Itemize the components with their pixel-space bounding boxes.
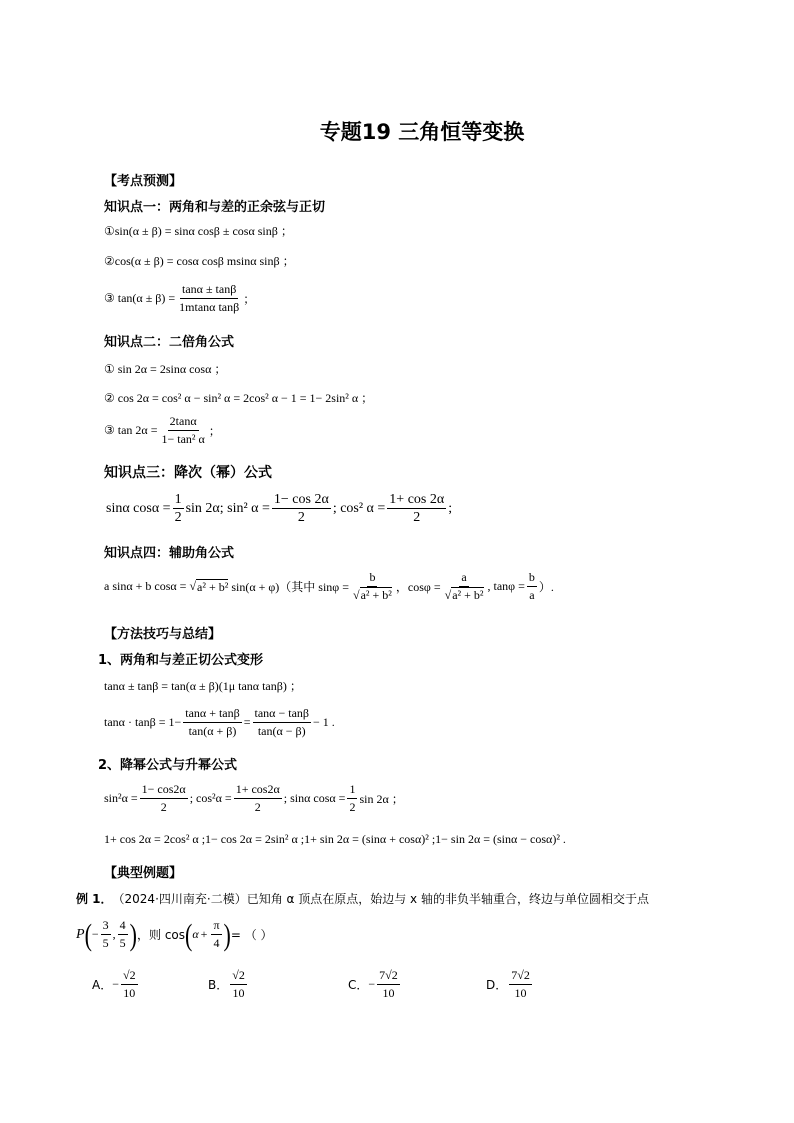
fraction: [230, 968, 247, 1001]
formula-part: , tanφ =: [487, 579, 525, 593]
formula-part: a sinα + b cosα =: [104, 579, 187, 593]
numerator: tanα − tanβ: [253, 706, 311, 723]
formula-end: ;: [448, 500, 453, 516]
page-title: 专题19 三角恒等变换: [319, 120, 525, 144]
numerator: tanα ± tanβ: [180, 282, 238, 299]
formula-part: ; cos²α =: [189, 791, 232, 805]
denominator: tan(α + β): [188, 724, 237, 738]
numerator: 4: [118, 918, 128, 935]
heading-m1: 1、两角和与差正切公式变形: [98, 653, 264, 668]
option-d[interactable]: [486, 968, 534, 1001]
formula-part: sin(α + φ)（其中 sinφ =: [231, 580, 350, 594]
denominator: 2: [254, 800, 261, 814]
formula-k2-2: ② cos 2α = cos² α − sin² α = 2cos² α − 1 = 1− 2sin² α ；: [104, 391, 374, 405]
sqrt-content: a² + b²: [452, 588, 484, 602]
numerator: π: [211, 918, 221, 935]
fraction: [211, 918, 221, 951]
point-label: P: [76, 926, 85, 942]
option-a[interactable]: [92, 968, 140, 1001]
example-text: = （ ）: [230, 928, 273, 942]
heading-k4: 知识点四：辅助角公式: [104, 546, 235, 561]
formula-part: ; cos² α =: [332, 500, 386, 516]
formula-end: ；: [243, 292, 256, 306]
example-1-point: [76, 918, 273, 951]
formula-k2-1: ① sin 2α = 2sinα cosα ；: [104, 362, 227, 376]
formula-lhs: ③ tan(α ± β) =: [104, 291, 176, 305]
numerator: 1+ cos2α: [234, 782, 282, 799]
formula-m2-2: 1+ cos 2α = 2cos² α ;1− cos 2α = 2sin² α ;1+ sin 2α = (sinα + cosα)² ;1− sin 2α = (sinα − cosα)² .: [104, 832, 566, 846]
fraction: [387, 492, 446, 525]
denominator: a: [529, 588, 535, 602]
denominator: 1mtanα tanβ: [179, 300, 240, 314]
section-predict: 【考点预测】: [104, 174, 183, 189]
denominator: √a² + b²: [444, 588, 484, 602]
option-label: A．: [92, 978, 113, 992]
formula-k1-2: ②cos(α ± β) = cosα cosβ msinα sinβ ；: [104, 254, 295, 268]
denominator: 4: [213, 936, 220, 950]
option-sign: −: [368, 977, 376, 991]
formula-k1-1: ①sin(α ± β) = sinα cosβ ± cosα sinβ ；: [104, 224, 293, 238]
formula-part: ，cosφ =: [395, 580, 441, 594]
formula-end: ；: [208, 424, 221, 438]
formula-part: sinα cosα =: [106, 500, 171, 516]
alpha: α: [192, 927, 199, 941]
denominator: 2: [349, 800, 356, 814]
denominator: 2: [297, 510, 305, 525]
numerator: 1+ cos 2α: [389, 492, 445, 507]
formula-part: sin 2α ；: [359, 792, 404, 806]
formula-end: ）.: [538, 580, 554, 594]
numerator: a: [459, 570, 468, 587]
formula-k1-3: [104, 282, 255, 315]
fraction: [347, 782, 357, 815]
paren-open: (: [84, 916, 92, 952]
fraction: [183, 706, 241, 739]
example-label: 例 1．: [76, 892, 113, 906]
denominator: √a² + b²: [353, 588, 392, 602]
numerator: 1− cos 2α: [273, 492, 329, 507]
denominator: 2: [160, 800, 167, 814]
fraction: [509, 968, 532, 1001]
numerator: b: [367, 570, 377, 587]
denominator: 2: [413, 510, 421, 525]
formula-part: tanα · tanβ = 1−: [104, 715, 182, 729]
sqrt-content: a² + b²: [360, 588, 392, 602]
example-1-stem: [76, 890, 649, 907]
denominator: 1− tan² α: [161, 432, 205, 446]
numerator: tanα + tanβ: [183, 706, 241, 723]
option-b[interactable]: [208, 968, 249, 1001]
denominator: 5: [119, 936, 126, 950]
heading-k3: 知识点三：降次（幂）公式: [104, 465, 272, 481]
formula-m1-1: tanα ± tanβ = tan(α ± β)(1μ tanα tanβ) ；: [104, 679, 302, 693]
fraction: [173, 492, 184, 525]
fraction: [377, 968, 400, 1001]
fraction: [101, 918, 111, 951]
formula-part: ; sinα cosα =: [283, 791, 346, 805]
denominator: 10: [514, 986, 527, 1000]
formula-k2-3: [104, 414, 221, 447]
numerator: √2: [121, 968, 138, 985]
comma: ,: [112, 927, 116, 941]
plus-sign: +: [200, 927, 208, 941]
fraction: [253, 706, 311, 739]
option-label: B．: [208, 978, 229, 992]
numerator: 1: [174, 492, 182, 507]
heading-k1: 知识点一：两角和与差的正余弦与正切: [104, 200, 326, 215]
example-text: ，则 cos: [137, 928, 186, 942]
fraction: [272, 492, 331, 525]
fraction: [140, 782, 188, 815]
formula-part: − 1 .: [313, 715, 335, 729]
paren-open: (: [185, 916, 193, 952]
fraction: [527, 570, 537, 603]
section-method: 【方法技巧与总结】: [104, 627, 222, 642]
fraction: [159, 414, 206, 447]
formula-k3: [106, 492, 452, 525]
fraction: [351, 570, 394, 603]
fraction: [234, 782, 282, 815]
sqrt-content: a² + b²: [197, 579, 229, 594]
formula-part: =: [243, 715, 251, 729]
fraction: [121, 968, 138, 1001]
numerator: 7√2: [509, 968, 532, 985]
numerator: 3: [101, 918, 111, 935]
numerator: 1: [347, 782, 357, 799]
formula-part: sin²α =: [104, 791, 138, 805]
option-c[interactable]: [348, 968, 402, 1001]
denominator: 5: [102, 936, 109, 950]
denominator: tan(α − β): [257, 724, 306, 738]
numerator: √2: [230, 968, 247, 985]
denominator: 2: [174, 510, 182, 525]
numerator: 2tanα: [168, 414, 199, 431]
option-sign: −: [112, 977, 119, 991]
fraction: [443, 570, 486, 603]
denominator: 10: [382, 986, 395, 1000]
example-text: （2024·四川南充·二模）已知角 α 顶点在原点，始边与 x 轴的非负半轴重合，终边与单位圆相交于点: [112, 892, 649, 906]
option-label: C．: [348, 978, 369, 992]
numerator: 7√2: [377, 968, 400, 985]
formula-m1-2: [104, 706, 335, 739]
numerator: b: [527, 570, 537, 587]
heading-m2: 2、降幂公式与升幂公式: [98, 758, 238, 773]
paren-close: ): [223, 916, 231, 952]
denominator: 10: [232, 986, 245, 1000]
fraction: [118, 918, 128, 951]
minus-sign: −: [91, 927, 99, 941]
heading-k2: 知识点二：二倍角公式: [104, 335, 235, 350]
formula-k4: [104, 570, 554, 603]
numerator: 1− cos2α: [140, 782, 188, 799]
formula-m2-1: [104, 782, 404, 815]
section-examples: 【典型例题】: [104, 866, 183, 881]
denominator: 10: [123, 986, 136, 1000]
paren-close: ): [129, 916, 137, 952]
formula-part: sin 2α; sin² α =: [185, 500, 270, 516]
option-label: D．: [486, 978, 508, 992]
sqrt-sign: √: [189, 579, 197, 593]
fraction: [177, 282, 241, 315]
formula-lhs: ③ tan 2α =: [104, 423, 158, 437]
